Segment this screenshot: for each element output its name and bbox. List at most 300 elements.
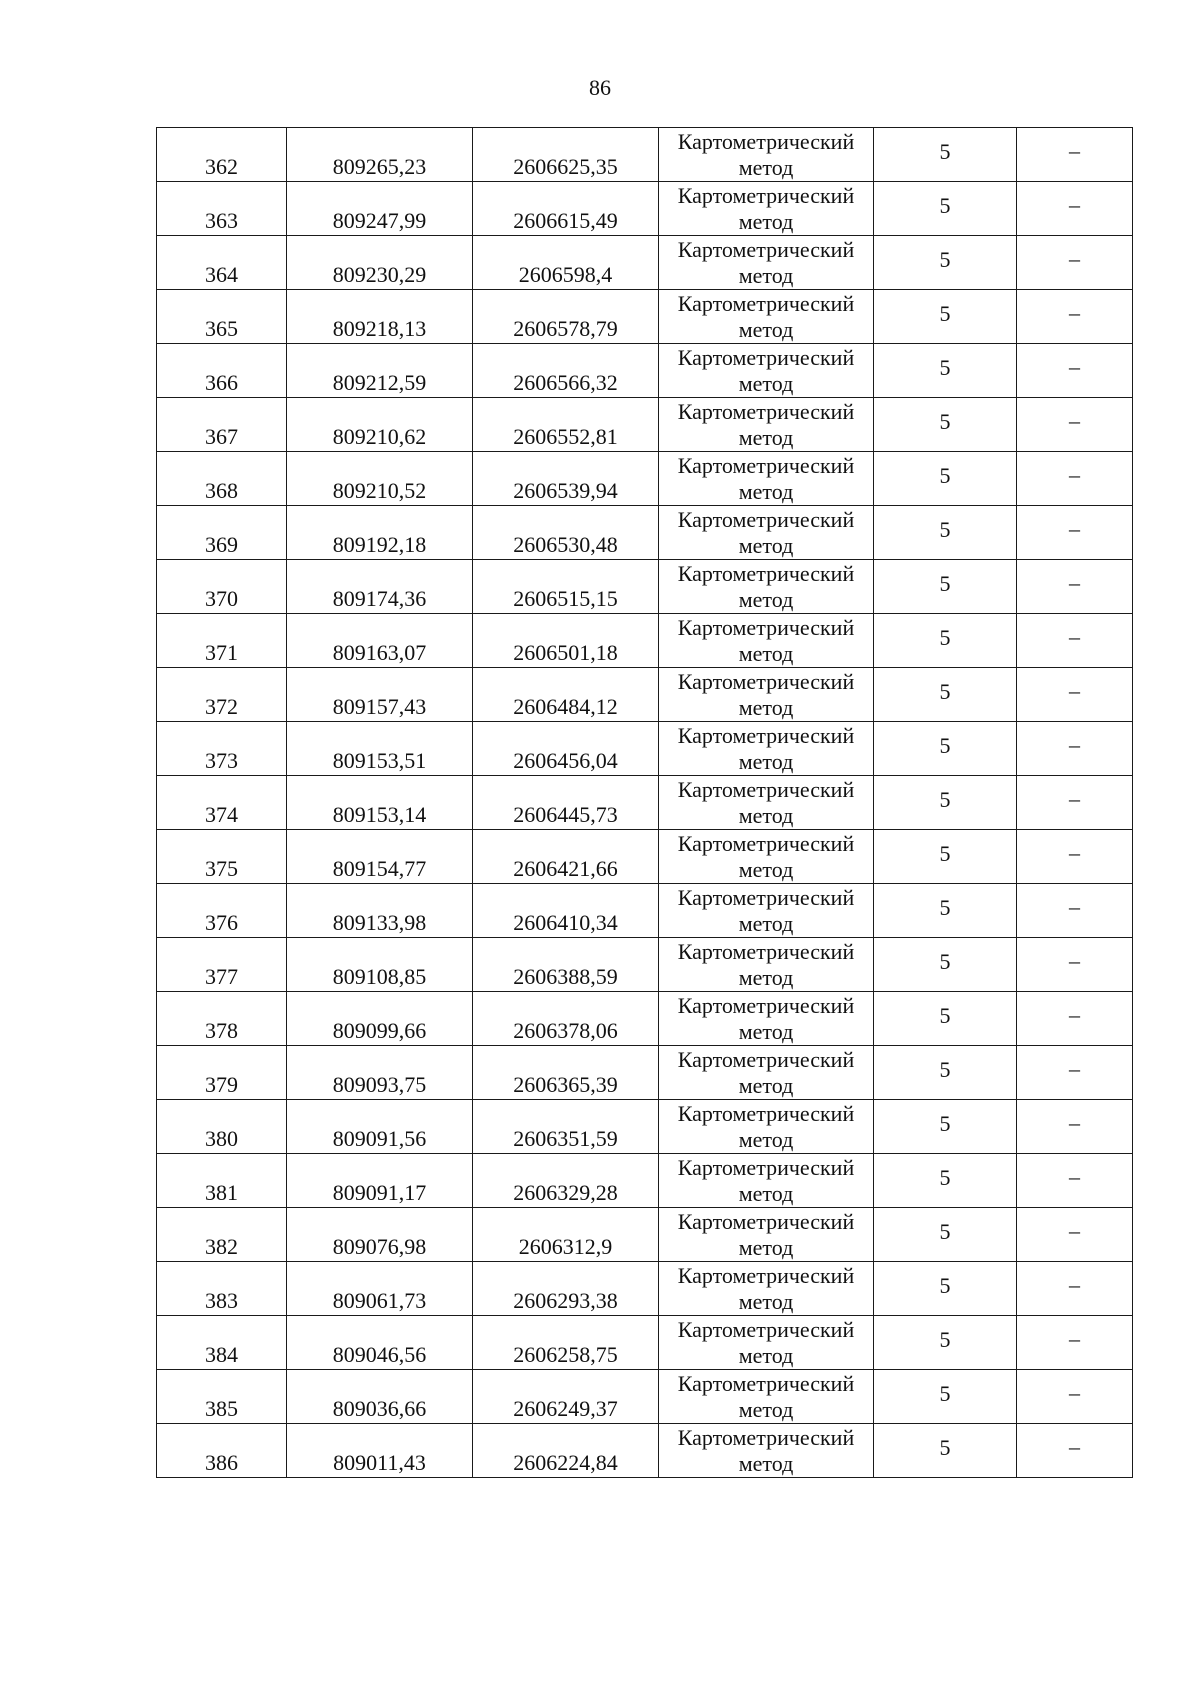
note-cell [1017,1046,1133,1100]
method-line-2: метод [738,478,794,504]
x-coordinate: 809174,36 [332,586,427,611]
y-coordinate: 2606329,28 [513,1180,618,1205]
method-line-1: Картометрический [677,614,855,640]
note-value: – [1069,1433,1080,1459]
method-line-2: метод [738,964,794,990]
y-coordinate: 2606566,32 [513,370,618,395]
point-number-cell [157,884,287,938]
x-coordinate-cell [287,1424,473,1478]
point-number-cell [157,1100,287,1154]
table-row [157,1370,1133,1424]
method-line-2: метод [738,1018,794,1044]
method-cell [659,1316,874,1370]
method-line-2: метод [738,586,794,612]
y-coordinate: 2606501,18 [513,640,618,665]
note-value: – [1069,353,1080,379]
y-coordinate: 2606378,06 [513,1018,618,1043]
x-coordinate-cell [287,938,473,992]
point-number: 375 [205,856,238,881]
method-line-2: метод [738,694,794,720]
accuracy-value: 5 [939,840,951,866]
table-row [157,1316,1133,1370]
x-coordinate-cell [287,182,473,236]
point-number: 371 [205,640,238,665]
y-coordinate-cell [473,1316,659,1370]
point-number-cell [157,938,287,992]
y-coordinate: 2606515,15 [513,586,618,611]
y-coordinate-cell [473,1424,659,1478]
accuracy-cell [874,128,1017,182]
accuracy-cell [874,1154,1017,1208]
method-line-2: метод [738,748,794,774]
method-cell [659,182,874,236]
accuracy-cell [874,236,1017,290]
accuracy-value: 5 [939,624,951,650]
table-row [157,506,1133,560]
page-number: 86 [589,75,611,100]
method-cell [659,1100,874,1154]
point-number: 380 [205,1126,238,1151]
note-cell [1017,290,1133,344]
method-cell [659,236,874,290]
x-coordinate: 809061,73 [332,1288,427,1313]
point-number: 368 [205,478,238,503]
x-coordinate-cell [287,1046,473,1100]
method-line-2: метод [738,802,794,828]
y-coordinate-cell [473,398,659,452]
accuracy-value: 5 [939,948,951,974]
point-number-cell [157,506,287,560]
note-value: – [1069,1379,1080,1405]
accuracy-cell [874,1424,1017,1478]
x-coordinate: 809157,43 [332,694,427,719]
accuracy-value: 5 [939,1272,951,1298]
method-cell [659,1046,874,1100]
method-cell [659,344,874,398]
x-coordinate: 809210,52 [332,478,427,503]
method-cell [659,506,874,560]
accuracy-cell [874,938,1017,992]
point-number: 363 [205,208,238,233]
method-line-1: Картометрический [677,1154,855,1180]
note-value: – [1069,299,1080,325]
note-cell [1017,776,1133,830]
x-coordinate-cell [287,1370,473,1424]
x-coordinate-cell [287,1154,473,1208]
method-line-1: Картометрический [677,1316,855,1342]
method-line-1: Картометрический [677,290,855,316]
y-coordinate-cell [473,722,659,776]
point-number-cell [157,128,287,182]
y-coordinate-cell [473,938,659,992]
method-line-2: метод [738,910,794,936]
method-line-2: метод [738,1342,794,1368]
method-line-2: метод [738,856,794,882]
y-coordinate: 2606615,49 [513,208,618,233]
point-number-cell [157,1046,287,1100]
point-number-cell [157,1262,287,1316]
note-cell [1017,506,1133,560]
x-coordinate: 809046,56 [332,1342,427,1367]
y-coordinate: 2606293,38 [513,1288,618,1313]
accuracy-value: 5 [939,462,951,488]
point-number: 381 [205,1180,238,1205]
method-cell [659,290,874,344]
accuracy-value: 5 [939,1056,951,1082]
point-number-cell [157,182,287,236]
x-coordinate: 809230,29 [332,262,427,287]
method-line-2: метод [738,208,794,234]
method-line-2: метод [738,262,794,288]
accuracy-value: 5 [939,678,951,704]
note-value: – [1069,407,1080,433]
accuracy-cell [874,830,1017,884]
method-cell [659,1154,874,1208]
accuracy-cell [874,614,1017,668]
x-coordinate-cell [287,398,473,452]
note-value: – [1069,191,1080,217]
point-number-cell [157,344,287,398]
note-value: – [1069,731,1080,757]
y-coordinate-cell [473,1208,659,1262]
method-line-2: метод [738,1072,794,1098]
x-coordinate: 809247,99 [332,208,427,233]
method-cell [659,1424,874,1478]
method-line-2: метод [738,316,794,342]
table-row [157,614,1133,668]
note-cell [1017,1316,1133,1370]
method-cell [659,452,874,506]
accuracy-cell [874,560,1017,614]
note-value: – [1069,677,1080,703]
y-coordinate-cell [473,830,659,884]
method-line-1: Картометрический [677,236,855,262]
note-cell [1017,1262,1133,1316]
point-number-cell [157,290,287,344]
x-coordinate: 809218,13 [332,316,427,341]
y-coordinate: 2606388,59 [513,964,618,989]
point-number-cell [157,992,287,1046]
point-number-cell [157,1208,287,1262]
note-value: – [1069,947,1080,973]
y-coordinate-cell [473,290,659,344]
x-coordinate: 809099,66 [332,1018,427,1043]
method-line-1: Картометрический [677,668,855,694]
table-row [157,1100,1133,1154]
point-number: 370 [205,586,238,611]
point-number: 373 [205,748,238,773]
table-row [157,776,1133,830]
accuracy-value: 5 [939,1110,951,1136]
method-cell [659,668,874,722]
accuracy-value: 5 [939,1164,951,1190]
y-coordinate-cell [473,668,659,722]
y-coordinate-cell [473,884,659,938]
accuracy-value: 5 [939,1002,951,1028]
note-value: – [1069,1217,1080,1243]
x-coordinate: 809153,51 [332,748,427,773]
point-number: 384 [205,1342,238,1367]
note-value: – [1069,623,1080,649]
note-value: – [1069,1271,1080,1297]
accuracy-value: 5 [939,1434,951,1460]
y-coordinate-cell [473,1100,659,1154]
method-cell [659,1370,874,1424]
y-coordinate: 2606552,81 [513,424,618,449]
method-line-2: метод [738,1450,794,1476]
y-coordinate: 2606456,04 [513,748,618,773]
table-row [157,182,1133,236]
method-line-1: Картометрический [677,776,855,802]
method-line-1: Картометрический [677,1208,855,1234]
accuracy-value: 5 [939,192,951,218]
x-coordinate-cell [287,884,473,938]
note-cell [1017,1100,1133,1154]
point-number: 376 [205,910,238,935]
note-value: – [1069,1055,1080,1081]
accuracy-cell [874,1316,1017,1370]
accuracy-cell [874,722,1017,776]
note-cell [1017,830,1133,884]
x-coordinate-cell [287,560,473,614]
point-number: 386 [205,1450,238,1475]
x-coordinate: 809091,17 [332,1180,427,1205]
y-coordinate-cell [473,236,659,290]
table-row [157,290,1133,344]
method-line-1: Картометрический [677,992,855,1018]
table-row [157,128,1133,182]
point-number: 362 [205,154,238,179]
accuracy-value: 5 [939,300,951,326]
point-number: 366 [205,370,238,395]
accuracy-cell [874,1046,1017,1100]
note-cell [1017,398,1133,452]
x-coordinate: 809210,62 [332,424,427,449]
y-coordinate-cell [473,344,659,398]
table-row [157,1046,1133,1100]
y-coordinate: 2606224,84 [513,1450,618,1475]
method-line-1: Картометрический [677,182,855,208]
method-line-1: Картометрический [677,884,855,910]
x-coordinate: 809036,66 [332,1396,427,1421]
method-cell [659,884,874,938]
y-coordinate-cell [473,1370,659,1424]
x-coordinate: 809108,85 [332,964,427,989]
note-cell [1017,344,1133,398]
method-line-1: Картометрический [677,1100,855,1126]
accuracy-value: 5 [939,1326,951,1352]
method-line-1: Картометрический [677,1262,855,1288]
method-line-1: Картометрический [677,398,855,424]
x-coordinate-cell [287,506,473,560]
x-coordinate-cell [287,776,473,830]
method-cell [659,614,874,668]
x-coordinate-cell [287,290,473,344]
accuracy-cell [874,884,1017,938]
accuracy-value: 5 [939,408,951,434]
accuracy-value: 5 [939,894,951,920]
point-number: 374 [205,802,238,827]
x-coordinate: 809011,43 [333,1450,426,1475]
note-cell [1017,938,1133,992]
x-coordinate: 809192,18 [332,532,427,557]
method-line-2: метод [738,1234,794,1260]
x-coordinate-cell [287,992,473,1046]
note-value: – [1069,1001,1080,1027]
point-number-cell [157,1424,287,1478]
table-row [157,884,1133,938]
table-row [157,938,1133,992]
table-row [157,344,1133,398]
x-coordinate-cell [287,236,473,290]
x-coordinate-cell [287,344,473,398]
note-cell [1017,1370,1133,1424]
table-row [157,722,1133,776]
note-value: – [1069,839,1080,865]
method-cell [659,938,874,992]
accuracy-value: 5 [939,354,951,380]
accuracy-cell [874,776,1017,830]
method-line-1: Картометрический [677,1370,855,1396]
note-value: – [1069,893,1080,919]
y-coordinate-cell [473,776,659,830]
x-coordinate-cell [287,722,473,776]
point-number-cell [157,236,287,290]
note-cell [1017,236,1133,290]
method-cell [659,776,874,830]
y-coordinate-cell [473,992,659,1046]
method-cell [659,830,874,884]
note-cell [1017,614,1133,668]
point-number: 365 [205,316,238,341]
method-line-2: метод [738,532,794,558]
y-coordinate-cell [473,128,659,182]
y-coordinate: 2606410,34 [513,910,618,935]
note-cell [1017,452,1133,506]
point-number: 379 [205,1072,238,1097]
y-coordinate: 2606530,48 [513,532,618,557]
y-coordinate-cell [473,1046,659,1100]
point-number-cell [157,614,287,668]
point-number-cell [157,1316,287,1370]
y-coordinate: 2606249,37 [513,1396,618,1421]
accuracy-cell [874,452,1017,506]
coordinates-table [156,127,1133,1478]
method-line-2: метод [738,154,794,180]
x-coordinate: 809093,75 [332,1072,427,1097]
method-line-2: метод [738,1396,794,1422]
x-coordinate-cell [287,128,473,182]
point-number-cell [157,668,287,722]
y-coordinate-cell [473,1262,659,1316]
method-line-1: Картометрический [677,128,855,154]
y-coordinate: 2606351,59 [513,1126,618,1151]
y-coordinate: 2606365,39 [513,1072,618,1097]
x-coordinate: 809076,98 [332,1234,427,1259]
table-row [157,1424,1133,1478]
x-coordinate: 809091,56 [332,1126,427,1151]
note-cell [1017,560,1133,614]
y-coordinate: 2606484,12 [513,694,618,719]
y-coordinate: 2606445,73 [513,802,618,827]
y-coordinate: 2606258,75 [513,1342,618,1367]
accuracy-value: 5 [939,1380,951,1406]
point-number: 364 [205,262,238,287]
note-value: – [1069,1109,1080,1135]
x-coordinate: 809154,77 [332,856,427,881]
note-value: – [1069,785,1080,811]
accuracy-cell [874,1208,1017,1262]
y-coordinate-cell [473,1154,659,1208]
table-row [157,560,1133,614]
point-number-cell [157,560,287,614]
method-line-1: Картометрический [677,1424,855,1450]
x-coordinate-cell [287,830,473,884]
coordinates-table-body [157,128,1133,1478]
method-line-1: Картометрический [677,722,855,748]
note-value: – [1069,461,1080,487]
method-line-1: Картометрический [677,830,855,856]
x-coordinate-cell [287,668,473,722]
point-number: 385 [205,1396,238,1421]
note-cell [1017,128,1133,182]
method-line-1: Картометрический [677,938,855,964]
method-cell [659,722,874,776]
method-line-2: метод [738,640,794,666]
accuracy-cell [874,668,1017,722]
note-cell [1017,992,1133,1046]
accuracy-cell [874,992,1017,1046]
y-coordinate: 2606578,79 [513,316,618,341]
point-number-cell [157,1370,287,1424]
note-value: – [1069,569,1080,595]
table-row [157,1262,1133,1316]
point-number: 378 [205,1018,238,1043]
point-number: 369 [205,532,238,557]
table-row [157,452,1133,506]
point-number: 377 [205,964,238,989]
y-coordinate: 2606539,94 [513,478,618,503]
point-number-cell [157,452,287,506]
method-cell [659,398,874,452]
method-line-1: Картометрический [677,506,855,532]
note-cell [1017,722,1133,776]
x-coordinate-cell [287,1100,473,1154]
point-number: 383 [205,1288,238,1313]
y-coordinate-cell [473,560,659,614]
method-line-2: метод [738,1180,794,1206]
accuracy-value: 5 [939,732,951,758]
table-row [157,992,1133,1046]
accuracy-cell [874,290,1017,344]
accuracy-cell [874,1100,1017,1154]
point-number-cell [157,830,287,884]
point-number-cell [157,1154,287,1208]
y-coordinate-cell [473,182,659,236]
point-number-cell [157,722,287,776]
method-line-1: Картометрический [677,344,855,370]
note-value: – [1069,137,1080,163]
point-number: 372 [205,694,238,719]
y-coordinate: 2606312,9 [518,1234,613,1259]
point-number: 367 [205,424,238,449]
point-number: 382 [205,1234,238,1259]
note-cell [1017,668,1133,722]
y-coordinate-cell [473,506,659,560]
method-cell [659,1262,874,1316]
accuracy-cell [874,344,1017,398]
note-cell [1017,884,1133,938]
